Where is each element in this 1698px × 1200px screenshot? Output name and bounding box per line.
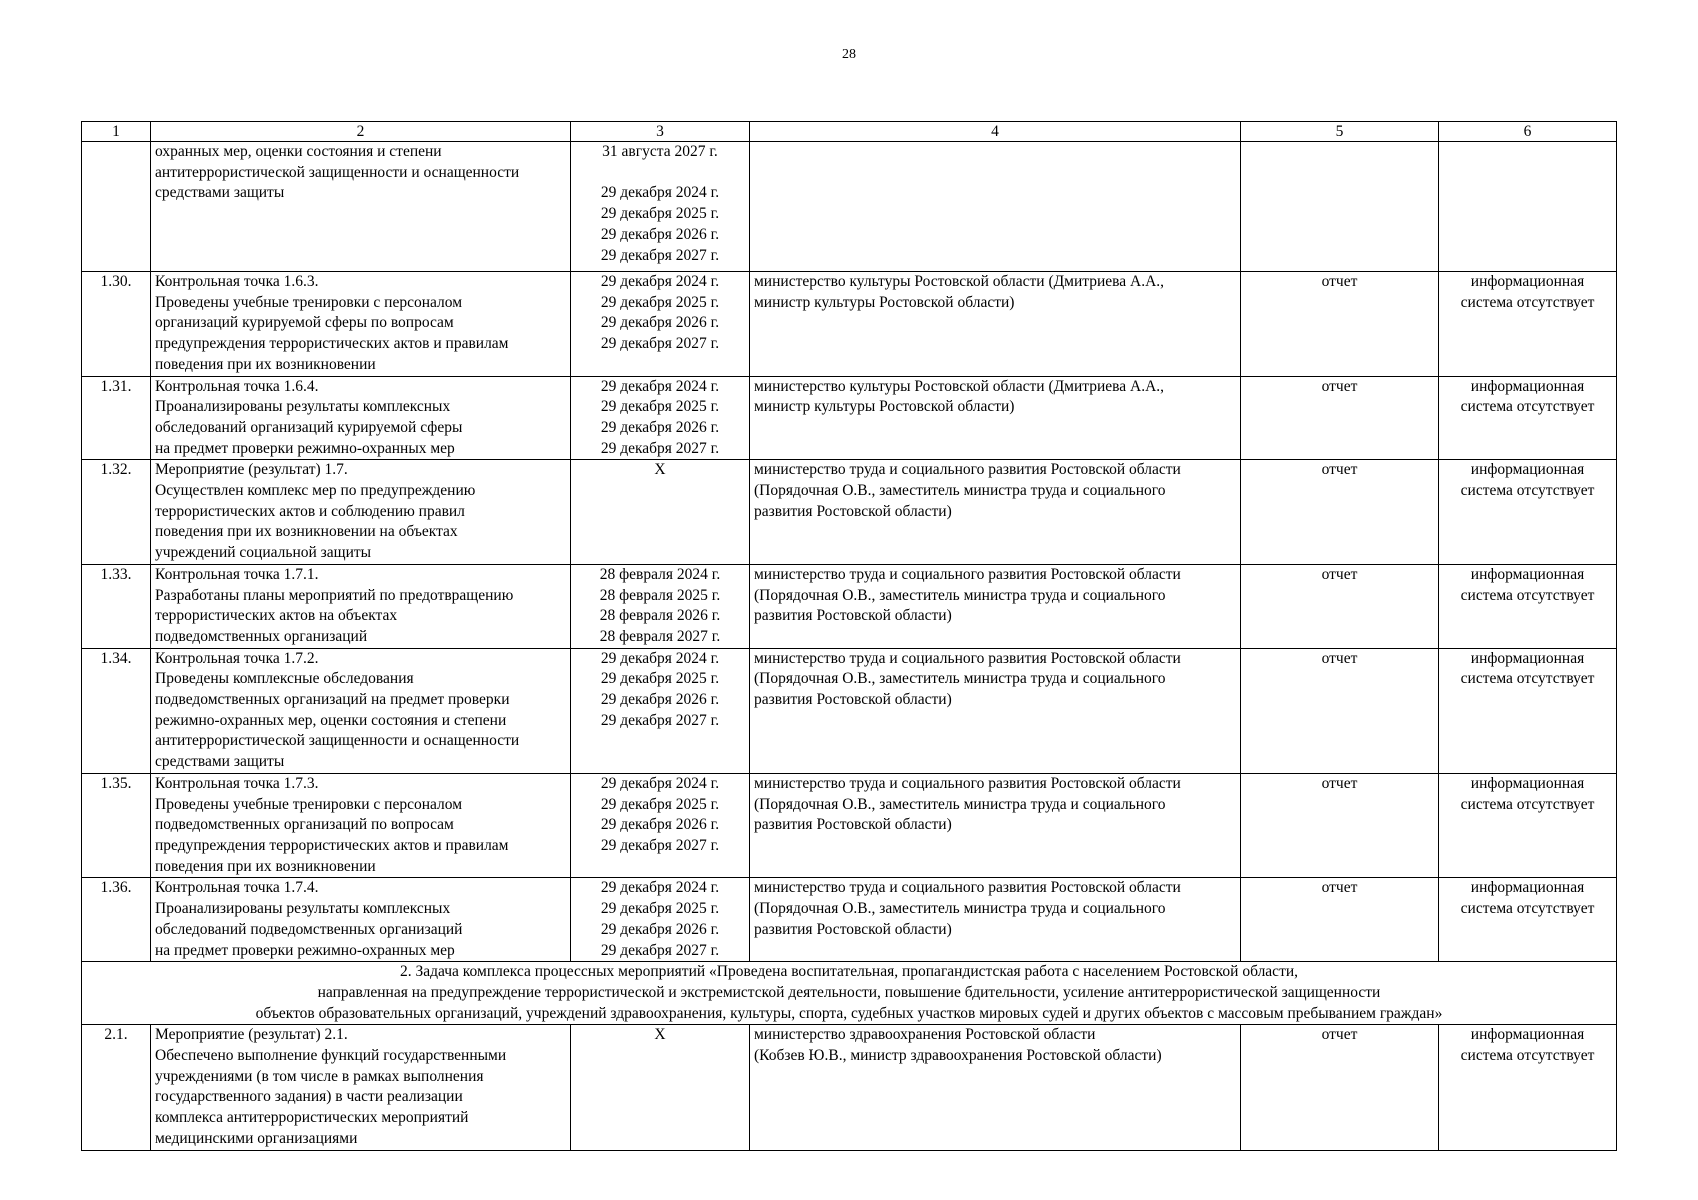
row-information-system (1439, 460, 1617, 565)
row-responsible (750, 272, 1241, 377)
row-information-system-line: система отсутствует (1460, 900, 1595, 918)
row-number: 1.33. (82, 564, 151, 648)
row-number (82, 142, 151, 272)
row-description-line: Контрольная точка 1.6.3. (155, 273, 319, 290)
row-description-line: террористических актов и соблюдению правил (155, 502, 465, 520)
row-responsible-line: развития Ростовской области) (754, 607, 952, 625)
row-number: 1.32. (82, 460, 151, 565)
row-description-line: Разработаны планы мероприятий по предотвращению (155, 586, 514, 604)
row-description-line: средствами защиты (155, 184, 285, 202)
row-deadlines-line: 29 декабря 2025 г. (600, 398, 720, 416)
row-responsible (750, 564, 1241, 648)
row-deadlines (571, 272, 750, 377)
row-description-line: подведомственных организаций на предмет проверки (155, 691, 510, 709)
table-row (82, 376, 1617, 460)
row-description-line: на предмет проверки режимно-охранных мер (155, 439, 455, 457)
row-deadlines-line: 29 декабря 2025 г. (600, 293, 720, 311)
row-information-system-line: информационная (1470, 1026, 1585, 1044)
row-information-system-line: система отсутствует (1460, 1047, 1595, 1065)
row-deadlines-line: 29 декабря 2026 г. (600, 225, 720, 243)
row-description-line: государственного задания) в части реализации (155, 1088, 463, 1106)
plan-table-body (82, 122, 1617, 1151)
row-description-line: Проанализированы результаты комплексных (155, 398, 451, 416)
row-deadlines-line: 28 февраля 2025 г. (599, 586, 721, 604)
row-responsible-line: (Порядочная О.В., заместитель министра труда и социального (754, 795, 1166, 813)
row-responsible-line: (Кобзев Ю.В., министр здравоохранения Ростовской области) (754, 1047, 1162, 1065)
row-description-line: антитеррористической защищенности и оснащенности (155, 163, 520, 181)
row-description (151, 1025, 571, 1150)
row-report-form: отчет (1241, 460, 1439, 565)
column-number-3: 3 (571, 122, 750, 142)
row-responsible (750, 1025, 1241, 1150)
row-deadlines-line: 29 декабря 2027 г. (600, 246, 720, 264)
row-information-system-line: система отсутствует (1460, 398, 1595, 416)
row-deadlines-line: 29 декабря 2026 г. (600, 314, 720, 332)
row-description (151, 878, 571, 962)
row-deadlines (571, 773, 750, 878)
row-description (151, 142, 571, 272)
row-number: 2.1. (82, 1025, 151, 1150)
row-description-line: Проанализированы результаты комплексных (155, 900, 451, 918)
row-responsible (750, 878, 1241, 962)
row-deadlines-line: 28 февраля 2027 г. (599, 627, 721, 645)
row-information-system (1439, 1025, 1617, 1150)
plan-table (81, 121, 1617, 1151)
row-responsible-line: министерство культуры Ростовской области (Дмитриева А.А., (754, 377, 1165, 395)
row-deadlines-line: 29 декабря 2026 г. (600, 920, 720, 938)
row-deadlines-line: 29 декабря 2024 г. (600, 879, 720, 897)
row-description-line: Обеспечено выполнение функций государственными (155, 1047, 507, 1065)
row-information-system (1439, 773, 1617, 878)
row-description (151, 460, 571, 565)
row-number: 1.36. (82, 878, 151, 962)
task-heading-row (82, 962, 1617, 1025)
row-responsible-line: (Порядочная О.В., заместитель министра труда и социального (754, 482, 1166, 500)
row-deadlines-line: 29 декабря 2024 г. (600, 273, 720, 290)
row-responsible-line: (Порядочная О.В., заместитель министра труда и социального (754, 586, 1166, 604)
row-information-system-line: система отсутствует (1460, 293, 1595, 311)
row-report-form (1241, 142, 1439, 272)
row-deadlines-line: 29 декабря 2026 г. (600, 418, 720, 436)
row-description (151, 648, 571, 773)
row-report-form: отчет (1241, 376, 1439, 460)
row-description-line: предупреждения террористических актов и правилам (155, 335, 509, 353)
row-description-line: Контрольная точка 1.7.2. (155, 649, 319, 667)
row-number: 1.34. (82, 648, 151, 773)
row-description (151, 773, 571, 878)
row-information-system (1439, 272, 1617, 377)
row-responsible-line: министерство труда и социального развития Ростовской области (754, 461, 1181, 479)
row-information-system-line: система отсутствует (1460, 482, 1595, 500)
row-report-form: отчет (1241, 773, 1439, 878)
row-deadlines-line: 29 декабря 2025 г. (600, 205, 720, 223)
page-number: 28 (842, 47, 856, 62)
row-information-system (1439, 376, 1617, 460)
row-report-form: отчет (1241, 564, 1439, 648)
row-deadlines (571, 1025, 750, 1150)
row-information-system-line: информационная (1470, 649, 1585, 667)
row-number: 1.30. (82, 272, 151, 377)
row-description-line: Контрольная точка 1.6.4. (155, 377, 319, 395)
table-row (82, 773, 1617, 878)
row-information-system (1439, 648, 1617, 773)
row-responsible (750, 142, 1241, 272)
row-deadlines (571, 648, 750, 773)
row-description-line: поведения при их возникновении на объектах (155, 523, 458, 541)
row-description-line: учреждений социальной защиты (155, 544, 372, 562)
row-report-form: отчет (1241, 878, 1439, 962)
row-information-system-line: информационная (1470, 273, 1585, 290)
row-deadlines-line: 29 декабря 2027 г. (600, 439, 720, 457)
row-description-line: медицинскими организациями (155, 1129, 358, 1147)
row-responsible-line: министр культуры Ростовской области) (754, 398, 1015, 416)
column-number-1: 1 (82, 122, 151, 142)
table-row (82, 878, 1617, 962)
task-heading-line: 2. Задача комплекса процессных мероприятий «Проведена воспитательная, пропагандистская работа с населением Ростовской области, (399, 963, 1299, 981)
row-description-line: поведения при их возникновении (155, 355, 376, 373)
row-deadlines-line: 31 августа 2027 г. (602, 143, 718, 160)
column-number-4: 4 (750, 122, 1241, 142)
row-responsible-line: министр культуры Ростовской области) (754, 293, 1015, 311)
row-description-line: подведомственных организаций по вопросам (155, 816, 454, 834)
row-deadlines-line: 28 февраля 2026 г. (599, 607, 721, 625)
row-deadlines-line: 29 декабря 2026 г. (600, 691, 720, 709)
row-deadlines-line: 29 декабря 2027 г. (600, 941, 720, 959)
row-deadlines-line: 29 декабря 2025 г. (600, 900, 720, 918)
row-deadlines (571, 878, 750, 962)
row-number: 1.31. (82, 376, 151, 460)
row-information-system-line: информационная (1470, 565, 1585, 583)
row-description-line: режимно-охранных мер, оценки состояния и степени (155, 711, 507, 729)
row-description-line: Контрольная точка 1.7.1. (155, 565, 319, 583)
row-description (151, 564, 571, 648)
row-description-line: организаций курируемой сферы по вопросам (155, 314, 454, 332)
row-deadlines-line: 28 февраля 2024 г. (599, 565, 721, 583)
row-description-line: средствами защиты (155, 753, 285, 771)
row-description-line: охранных мер, оценки состояния и степени (155, 143, 442, 160)
row-deadlines-line: 29 декабря 2024 г. (600, 649, 720, 667)
row-deadlines-line: 29 декабря 2024 г. (600, 774, 720, 792)
row-description-line: комплекса антитеррористических мероприятий (155, 1109, 469, 1127)
row-information-system-line: система отсутствует (1460, 586, 1595, 604)
row-description (151, 272, 571, 377)
row-responsible-line: развития Ростовской области) (754, 691, 952, 709)
row-description-line: на предмет проверки режимно-охранных мер (155, 941, 455, 959)
row-description-line: террористических актов на объектах (155, 607, 398, 625)
row-deadlines-line: 29 декабря 2026 г. (600, 816, 720, 834)
column-number-2: 2 (151, 122, 571, 142)
row-responsible (750, 376, 1241, 460)
row-description-line: подведомственных организаций (155, 627, 368, 645)
row-responsible (750, 460, 1241, 565)
row-description-line: Проведены учебные тренировки с персоналом (155, 293, 463, 311)
row-responsible-line: развития Ростовской области) (754, 920, 952, 938)
row-responsible-line: министерство труда и социального развития Ростовской области (754, 774, 1181, 792)
row-responsible (750, 648, 1241, 773)
row-deadlines-line: Х (654, 1026, 666, 1044)
row-information-system-line: система отсутствует (1460, 795, 1595, 813)
row-description-line: Проведены учебные тренировки с персоналом (155, 795, 463, 813)
row-responsible-line: развития Ростовской области) (754, 502, 952, 520)
row-description-line: Мероприятие (результат) 1.7. (155, 461, 348, 479)
row-responsible-line: развития Ростовской области) (754, 816, 952, 834)
row-report-form: отчет (1241, 272, 1439, 377)
row-deadlines-line: 29 декабря 2027 г. (600, 711, 720, 729)
row-number: 1.35. (82, 773, 151, 878)
row-responsible-line: министерство здравоохранения Ростовской области (754, 1026, 1096, 1044)
row-responsible-line: (Порядочная О.В., заместитель министра труда и социального (754, 900, 1166, 918)
row-deadlines (571, 564, 750, 648)
row-responsible-line: министерство труда и социального развития Ростовской области (754, 649, 1181, 667)
row-deadlines-line: 29 декабря 2027 г. (600, 836, 720, 854)
table-row (82, 272, 1617, 377)
row-information-system (1439, 564, 1617, 648)
row-deadlines-line: 29 декабря 2025 г. (600, 795, 720, 813)
row-description-line: Контрольная точка 1.7.4. (155, 879, 319, 897)
row-description (151, 376, 571, 460)
task-heading (82, 962, 1617, 1025)
row-information-system (1439, 142, 1617, 272)
row-responsible-line: (Порядочная О.В., заместитель министра труда и социального (754, 670, 1166, 688)
row-information-system (1439, 878, 1617, 962)
row-description-line: Мероприятие (результат) 2.1. (155, 1026, 348, 1044)
table-row (82, 564, 1617, 648)
row-deadlines-line: 29 декабря 2025 г. (600, 670, 720, 688)
row-description-line: поведения при их возникновении (155, 857, 376, 875)
row-report-form: отчет (1241, 648, 1439, 773)
table-row (82, 142, 1617, 272)
row-information-system-line: система отсутствует (1460, 670, 1595, 688)
row-deadlines-line: 29 декабря 2024 г. (600, 184, 720, 202)
row-description-line: предупреждения террористических актов и правилам (155, 836, 509, 854)
row-responsible (750, 773, 1241, 878)
row-information-system-line: информационная (1470, 879, 1585, 897)
row-description-line: Контрольная точка 1.7.3. (155, 774, 319, 792)
row-information-system-line: информационная (1470, 461, 1585, 479)
table-row (82, 460, 1617, 565)
row-deadlines (571, 142, 750, 272)
row-deadlines (571, 376, 750, 460)
row-information-system-line: информационная (1470, 377, 1585, 395)
row-description-line: учреждениями (в том числе в рамках выполнения (155, 1067, 484, 1085)
task-heading-line: направленная на предупреждение террористической и экстремистской деятельности, повышение бдительности, усиление антитеррористической защищенности (317, 983, 1381, 1001)
row-deadlines-line (575, 163, 745, 184)
row-description-line: Осуществлен комплекс мер по предупреждению (155, 482, 476, 500)
row-description-line: Проведены комплексные обследования (155, 670, 414, 688)
column-number-6: 6 (1439, 122, 1617, 142)
row-description-line: обследований организаций курируемой сферы (155, 418, 463, 436)
column-number-header-row (82, 122, 1617, 142)
row-responsible-line: министерство культуры Ростовской области (Дмитриева А.А., (754, 273, 1165, 290)
table-row (82, 1025, 1617, 1150)
row-report-form: отчет (1241, 1025, 1439, 1150)
row-deadlines-line: 29 декабря 2024 г. (600, 377, 720, 395)
row-deadlines-line: 29 декабря 2027 г. (600, 335, 720, 353)
row-deadlines (571, 460, 750, 565)
task-heading-line: объектов образовательных организаций, учреждений здравоохранения, культуры, спорта, судебных участков мировых судей и других объектов с массовым пребыванием граждан» (255, 1004, 1443, 1022)
row-deadlines-line: Х (654, 461, 666, 479)
row-responsible-line: министерство труда и социального развития Ростовской области (754, 565, 1181, 583)
row-description-line: антитеррористической защищенности и оснащенности (155, 732, 520, 750)
table-row (82, 648, 1617, 773)
row-description-line: обследований подведомственных организаций (155, 920, 463, 938)
row-information-system-line: информационная (1470, 774, 1585, 792)
column-number-5: 5 (1241, 122, 1439, 142)
row-responsible-line: министерство труда и социального развития Ростовской области (754, 879, 1181, 897)
